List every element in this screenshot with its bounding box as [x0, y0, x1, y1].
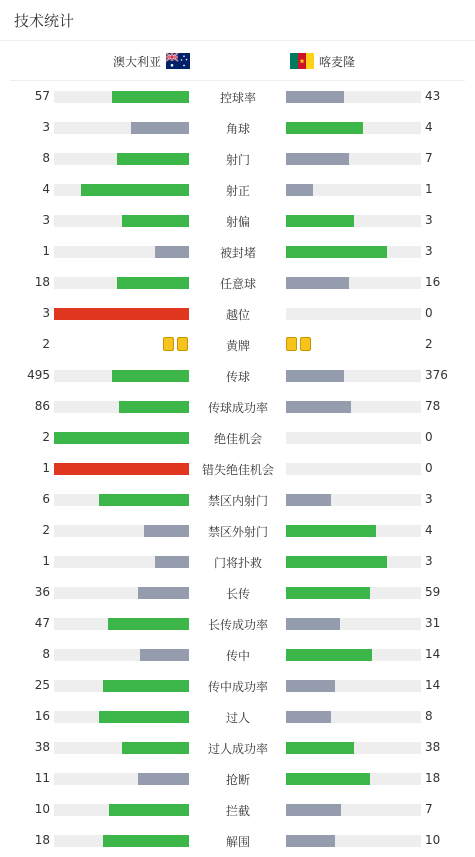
stat-label: 射正	[225, 184, 250, 198]
away-stat-bar-fill	[286, 649, 372, 661]
stat-row	[0, 732, 475, 763]
away-stat-bar-fill	[286, 122, 363, 134]
home-stat-bar-fill	[122, 215, 190, 227]
stat-label: 射偏	[225, 215, 250, 229]
home-stat-bar	[54, 370, 189, 382]
stat-row	[0, 267, 475, 298]
away-stat-value: 0	[425, 461, 433, 475]
home-stat-bar-fill	[54, 463, 189, 475]
home-stat-bar	[54, 525, 189, 537]
away-stat-bar	[286, 432, 421, 444]
home-stat-bar-fill	[99, 494, 189, 506]
stat-label: 拦截	[225, 804, 250, 818]
home-stat-value: 495	[27, 368, 50, 382]
home-stat-bar-fill	[81, 184, 189, 196]
home-stat-value: 8	[42, 151, 50, 165]
cameroon-flag-icon	[290, 53, 314, 69]
home-stat-bar-fill	[54, 432, 189, 444]
stat-label: 射门	[225, 153, 250, 167]
away-stat-bar	[286, 153, 421, 165]
stat-row	[0, 329, 475, 360]
home-stat-bar	[54, 711, 189, 723]
stat-row	[0, 81, 475, 112]
away-stat-value: 1	[425, 182, 433, 196]
away-stat-bar-fill	[286, 153, 349, 165]
home-stat-bar	[54, 804, 189, 816]
home-stat-bar	[54, 835, 189, 847]
away-stat-bar	[286, 618, 421, 630]
away-team	[290, 41, 355, 81]
away-stat-bar-fill	[286, 91, 344, 103]
away-stat-bar-fill	[286, 215, 354, 227]
away-stat-bar-fill	[286, 618, 340, 630]
away-stat-bar-fill	[286, 711, 331, 723]
home-stat-bar-fill	[138, 773, 189, 785]
stat-label: 禁区外射门	[207, 525, 268, 539]
yellow-card-icon	[300, 337, 311, 351]
stat-label: 角球	[225, 122, 250, 136]
home-stat-value: 1	[42, 461, 50, 475]
away-stat-bar	[286, 308, 421, 320]
away-stat-bar	[286, 215, 421, 227]
away-stat-bar-fill	[286, 835, 335, 847]
away-stat-value: 2	[425, 337, 433, 351]
away-stat-value: 3	[425, 213, 433, 227]
away-stat-bar	[286, 835, 421, 847]
home-stat-bar	[54, 742, 189, 754]
stat-row	[0, 174, 475, 205]
home-stat-value: 47	[34, 616, 50, 630]
away-stat-value: 4	[425, 120, 433, 134]
stat-label: 门将扑救	[213, 556, 262, 570]
home-stat-bar	[54, 91, 189, 103]
away-stat-value: 4	[425, 523, 433, 537]
away-stat-bar-fill	[286, 680, 335, 692]
stat-label: 传球	[225, 370, 250, 384]
home-stat-bar-fill	[117, 153, 189, 165]
away-stat-bar	[286, 649, 421, 661]
away-stat-value: 59	[425, 585, 441, 599]
teams-header	[10, 41, 465, 81]
away-stat-bar-fill	[286, 494, 331, 506]
home-stat-value: 18	[34, 275, 50, 289]
home-stat-bar	[54, 680, 189, 692]
home-stat-value: 2	[42, 523, 50, 537]
home-stat-value: 2	[42, 337, 50, 351]
home-stat-bar-fill	[108, 618, 189, 630]
home-stat-bar-fill	[99, 711, 189, 723]
stat-row	[0, 360, 475, 391]
away-stat-value: 14	[425, 647, 441, 661]
away-stat-bar-fill	[286, 773, 370, 785]
away-stat-value: 8	[425, 709, 433, 723]
away-stat-bar	[286, 463, 421, 475]
away-stat-bar	[286, 401, 421, 413]
home-stat-value: 3	[42, 120, 50, 134]
stat-label: 错失绝佳机会	[201, 463, 274, 477]
home-team	[113, 41, 190, 81]
home-stat-value: 38	[34, 740, 50, 754]
stats-header	[0, 0, 475, 41]
away-stat-bar-fill	[286, 587, 370, 599]
away-stat-value: 7	[425, 151, 433, 165]
away-stat-value: 78	[425, 399, 441, 413]
stat-row	[0, 701, 475, 732]
stat-label: 控球率	[219, 91, 256, 105]
away-stat-bar	[286, 122, 421, 134]
home-stat-bar-fill	[103, 680, 189, 692]
home-stat-value: 1	[42, 554, 50, 568]
stat-row	[0, 670, 475, 701]
home-stat-value: 8	[42, 647, 50, 661]
home-stat-bar-fill	[144, 525, 189, 537]
stat-label: 过人	[225, 711, 250, 725]
home-stat-bar	[54, 494, 189, 506]
stat-row	[0, 112, 475, 143]
stat-row	[0, 143, 475, 174]
home-stat-bar-fill	[155, 556, 189, 568]
home-stat-value: 57	[34, 89, 50, 103]
stat-label: 传中	[225, 649, 250, 663]
away-stat-bar	[286, 773, 421, 785]
stat-row	[0, 608, 475, 639]
stat-label: 禁区内射门	[207, 494, 268, 508]
away-stat-value: 10	[425, 833, 441, 847]
home-stat-bar-fill	[140, 649, 189, 661]
yellow-card-icon	[286, 337, 297, 351]
away-stat-bar	[286, 494, 421, 506]
home-stat-bar	[54, 215, 189, 227]
home-stat-bar-fill	[112, 91, 189, 103]
stat-row	[0, 298, 475, 329]
home-stat-bar	[54, 556, 189, 568]
away-stat-value: 3	[425, 554, 433, 568]
home-stat-bar	[54, 773, 189, 785]
home-stat-bar-fill	[117, 277, 189, 289]
home-stat-bar	[54, 308, 189, 320]
home-stat-bar	[54, 401, 189, 413]
home-team-name: 澳大利亚	[113, 54, 162, 69]
home-stat-bar-fill	[103, 835, 189, 847]
away-stat-value: 3	[425, 492, 433, 506]
stat-label: 解围	[225, 835, 250, 849]
away-stat-value: 376	[425, 368, 448, 382]
away-stat-bar-fill	[286, 401, 351, 413]
away-stat-bar-fill	[286, 277, 349, 289]
stat-row	[0, 205, 475, 236]
stat-row	[0, 794, 475, 825]
stat-label: 黄牌	[225, 339, 250, 353]
home-stat-bar-fill	[155, 246, 189, 258]
away-stat-bar-fill	[286, 804, 341, 816]
away-stat-bar-fill	[286, 184, 313, 196]
stat-label: 长传	[225, 587, 250, 601]
home-stat-bar-fill	[54, 308, 189, 320]
away-yellow-cards	[286, 337, 311, 351]
home-stat-bar	[54, 153, 189, 165]
home-stat-bar	[54, 463, 189, 475]
away-stat-bar	[286, 680, 421, 692]
stat-row	[0, 422, 475, 453]
stat-row	[0, 515, 475, 546]
home-stat-value: 3	[42, 213, 50, 227]
yellow-card-icon	[177, 337, 188, 351]
home-stat-bar	[54, 618, 189, 630]
away-stat-bar	[286, 525, 421, 537]
home-stat-bar	[54, 246, 189, 258]
stat-label: 越位	[225, 308, 250, 322]
home-stat-bar-fill	[131, 122, 189, 134]
home-stat-value: 2	[42, 430, 50, 444]
stat-row	[0, 577, 475, 608]
stat-row	[0, 639, 475, 670]
stat-row	[0, 391, 475, 422]
stat-row	[0, 546, 475, 577]
away-stat-bar	[286, 370, 421, 382]
away-stat-value: 31	[425, 616, 441, 630]
stat-row	[0, 453, 475, 484]
away-stat-bar	[286, 91, 421, 103]
stat-row	[0, 236, 475, 267]
stat-label: 绝佳机会	[213, 432, 262, 446]
stat-label: 抢断	[225, 773, 250, 787]
home-stat-bar-fill	[138, 587, 189, 599]
home-stat-value: 18	[34, 833, 50, 847]
home-stat-value: 3	[42, 306, 50, 320]
home-stat-value: 16	[34, 709, 50, 723]
away-stat-value: 3	[425, 244, 433, 258]
home-stat-value: 86	[34, 399, 50, 413]
stat-label: 长传成功率	[207, 618, 268, 632]
away-stat-bar	[286, 742, 421, 754]
away-stat-value: 16	[425, 275, 441, 289]
home-stat-value: 6	[42, 492, 50, 506]
home-stat-value: 1	[42, 244, 50, 258]
home-stat-bar-fill	[112, 370, 189, 382]
away-stat-bar	[286, 711, 421, 723]
away-stat-bar-fill	[286, 742, 354, 754]
stat-row	[0, 484, 475, 515]
stat-row	[0, 825, 475, 856]
home-stat-value: 25	[34, 678, 50, 692]
home-stat-value: 36	[34, 585, 50, 599]
away-stat-bar	[286, 184, 421, 196]
home-stat-value: 10	[34, 802, 50, 816]
away-stat-value: 0	[425, 430, 433, 444]
away-stat-value: 0	[425, 306, 433, 320]
away-stat-bar	[286, 804, 421, 816]
yellow-card-icon	[163, 337, 174, 351]
home-stat-bar	[54, 184, 189, 196]
stats-list	[0, 81, 475, 856]
away-stat-value: 43	[425, 89, 441, 103]
home-stat-bar	[54, 649, 189, 661]
home-stat-bar	[54, 432, 189, 444]
away-stat-bar-fill	[286, 370, 344, 382]
stat-label: 过人成功率	[207, 742, 268, 756]
stat-label: 任意球	[219, 277, 256, 291]
away-stat-value: 18	[425, 771, 441, 785]
away-stat-bar-fill	[286, 525, 376, 537]
away-stat-bar-fill	[286, 246, 387, 258]
stat-row	[0, 763, 475, 794]
away-stat-bar	[286, 246, 421, 258]
away-stat-value: 14	[425, 678, 441, 692]
australia-flag-icon	[166, 53, 190, 69]
away-stat-bar	[286, 587, 421, 599]
page-title: 技术统计	[14, 11, 75, 30]
home-stat-value: 4	[42, 182, 50, 196]
away-stat-value: 38	[425, 740, 441, 754]
away-stat-bar	[286, 556, 421, 568]
stat-label: 被封堵	[219, 246, 256, 260]
away-stat-value: 7	[425, 802, 433, 816]
stat-label: 传球成功率	[207, 401, 268, 415]
away-team-name: 喀麦隆	[319, 54, 356, 69]
home-yellow-cards	[163, 337, 188, 351]
away-stat-bar	[286, 277, 421, 289]
away-stat-bar-fill	[286, 556, 387, 568]
home-stat-bar-fill	[122, 742, 190, 754]
home-stat-bar-fill	[119, 401, 189, 413]
home-stat-bar	[54, 277, 189, 289]
home-stat-bar-fill	[109, 804, 189, 816]
home-stat-bar	[54, 587, 189, 599]
stat-label: 传中成功率	[207, 680, 268, 694]
home-stat-bar	[54, 122, 189, 134]
home-stat-value: 11	[34, 771, 50, 785]
